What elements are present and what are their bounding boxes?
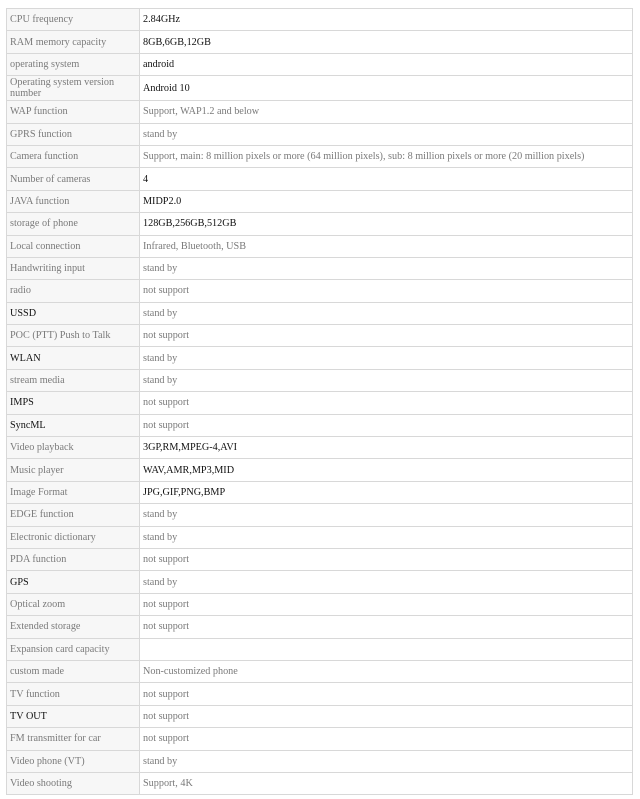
spec-value: stand by [140,347,633,369]
spec-value: not support [140,280,633,302]
spec-label: FM transmitter for car [7,728,140,750]
spec-row [7,145,633,167]
spec-value: not support [140,325,633,347]
spec-label: operating system [7,53,140,75]
spec-row [7,526,633,548]
spec-row [7,369,633,391]
spec-row [7,53,633,75]
spec-value: Support, 4K [140,772,633,794]
spec-label: JAVA function [7,190,140,212]
spec-value: WAV,AMR,MP3,MID [140,459,633,481]
spec-label: Optical zoom [7,593,140,615]
spec-value: Infrared, Bluetooth, USB [140,235,633,257]
spec-table [6,8,633,795]
spec-value: stand by [140,504,633,526]
spec-label: Video phone (VT) [7,750,140,772]
spec-label: Expansion card capacity [7,638,140,660]
spec-value: stand by [140,750,633,772]
spec-value: 4 [140,168,633,190]
spec-value: JPG,GIF,PNG,BMP [140,481,633,503]
spec-label: Extended storage [7,616,140,638]
spec-label: storage of phone [7,213,140,235]
spec-value: stand by [140,369,633,391]
spec-label: Video playback [7,437,140,459]
spec-table-body [7,9,633,795]
spec-value: not support [140,414,633,436]
spec-row [7,660,633,682]
spec-row [7,101,633,123]
spec-row [7,705,633,727]
spec-value: 2.84GHz [140,9,633,31]
spec-row [7,123,633,145]
spec-row [7,683,633,705]
spec-label: stream media [7,369,140,391]
spec-row [7,481,633,503]
spec-row [7,325,633,347]
spec-value: not support [140,705,633,727]
spec-row [7,638,633,660]
spec-value: 8GB,6GB,12GB [140,31,633,53]
spec-row [7,548,633,570]
spec-label: WAP function [7,101,140,123]
spec-value: Android 10 [140,76,633,101]
spec-row [7,437,633,459]
spec-value: not support [140,548,633,570]
spec-value: not support [140,728,633,750]
spec-label: Music player [7,459,140,481]
spec-value: stand by [140,526,633,548]
spec-row [7,302,633,324]
spec-label: Image Format [7,481,140,503]
spec-value: not support [140,616,633,638]
spec-value: 128GB,256GB,512GB [140,213,633,235]
spec-label: custom made [7,660,140,682]
spec-value: stand by [140,257,633,279]
spec-row [7,593,633,615]
spec-label: PDA function [7,548,140,570]
spec-label: TV OUT [7,705,140,727]
spec-value: stand by [140,123,633,145]
spec-row [7,190,633,212]
spec-row [7,213,633,235]
spec-row [7,76,633,101]
spec-value: not support [140,683,633,705]
spec-row [7,414,633,436]
spec-label: IMPS [7,392,140,414]
spec-value: stand by [140,302,633,324]
spec-label: RAM memory capacity [7,31,140,53]
spec-value: stand by [140,571,633,593]
spec-label: POC (PTT) Push to Talk [7,325,140,347]
spec-value: MIDP2.0 [140,190,633,212]
spec-label: USSD [7,302,140,324]
spec-label: CPU frequency [7,9,140,31]
spec-label: Video shooting [7,772,140,794]
spec-row [7,392,633,414]
spec-row [7,772,633,794]
spec-row [7,750,633,772]
spec-value: Non-customized phone [140,660,633,682]
spec-row [7,235,633,257]
spec-value: not support [140,392,633,414]
spec-label: Electronic dictionary [7,526,140,548]
spec-row [7,168,633,190]
spec-label: GPRS function [7,123,140,145]
spec-row [7,31,633,53]
spec-value: Support, WAP1.2 and below [140,101,633,123]
spec-row [7,459,633,481]
spec-label: Number of cameras [7,168,140,190]
spec-row [7,347,633,369]
spec-label: WLAN [7,347,140,369]
spec-value: not support [140,593,633,615]
spec-label: GPS [7,571,140,593]
spec-value: 3GP,RM,MPEG-4,AVI [140,437,633,459]
spec-row [7,571,633,593]
spec-label: Operating system version number [7,76,140,101]
spec-label: TV function [7,683,140,705]
spec-label: Handwriting input [7,257,140,279]
spec-row [7,728,633,750]
spec-row [7,257,633,279]
spec-label: Camera function [7,145,140,167]
spec-label: radio [7,280,140,302]
spec-label: EDGE function [7,504,140,526]
spec-row [7,9,633,31]
spec-row [7,616,633,638]
spec-row [7,280,633,302]
spec-label: SyncML [7,414,140,436]
spec-row [7,504,633,526]
spec-label: Local connection [7,235,140,257]
spec-value: android [140,53,633,75]
spec-value [140,638,633,660]
spec-value: Support, main: 8 million pixels or more (64 million pixels), sub: 8 million pixels or more (20 million pixels) [140,145,633,167]
